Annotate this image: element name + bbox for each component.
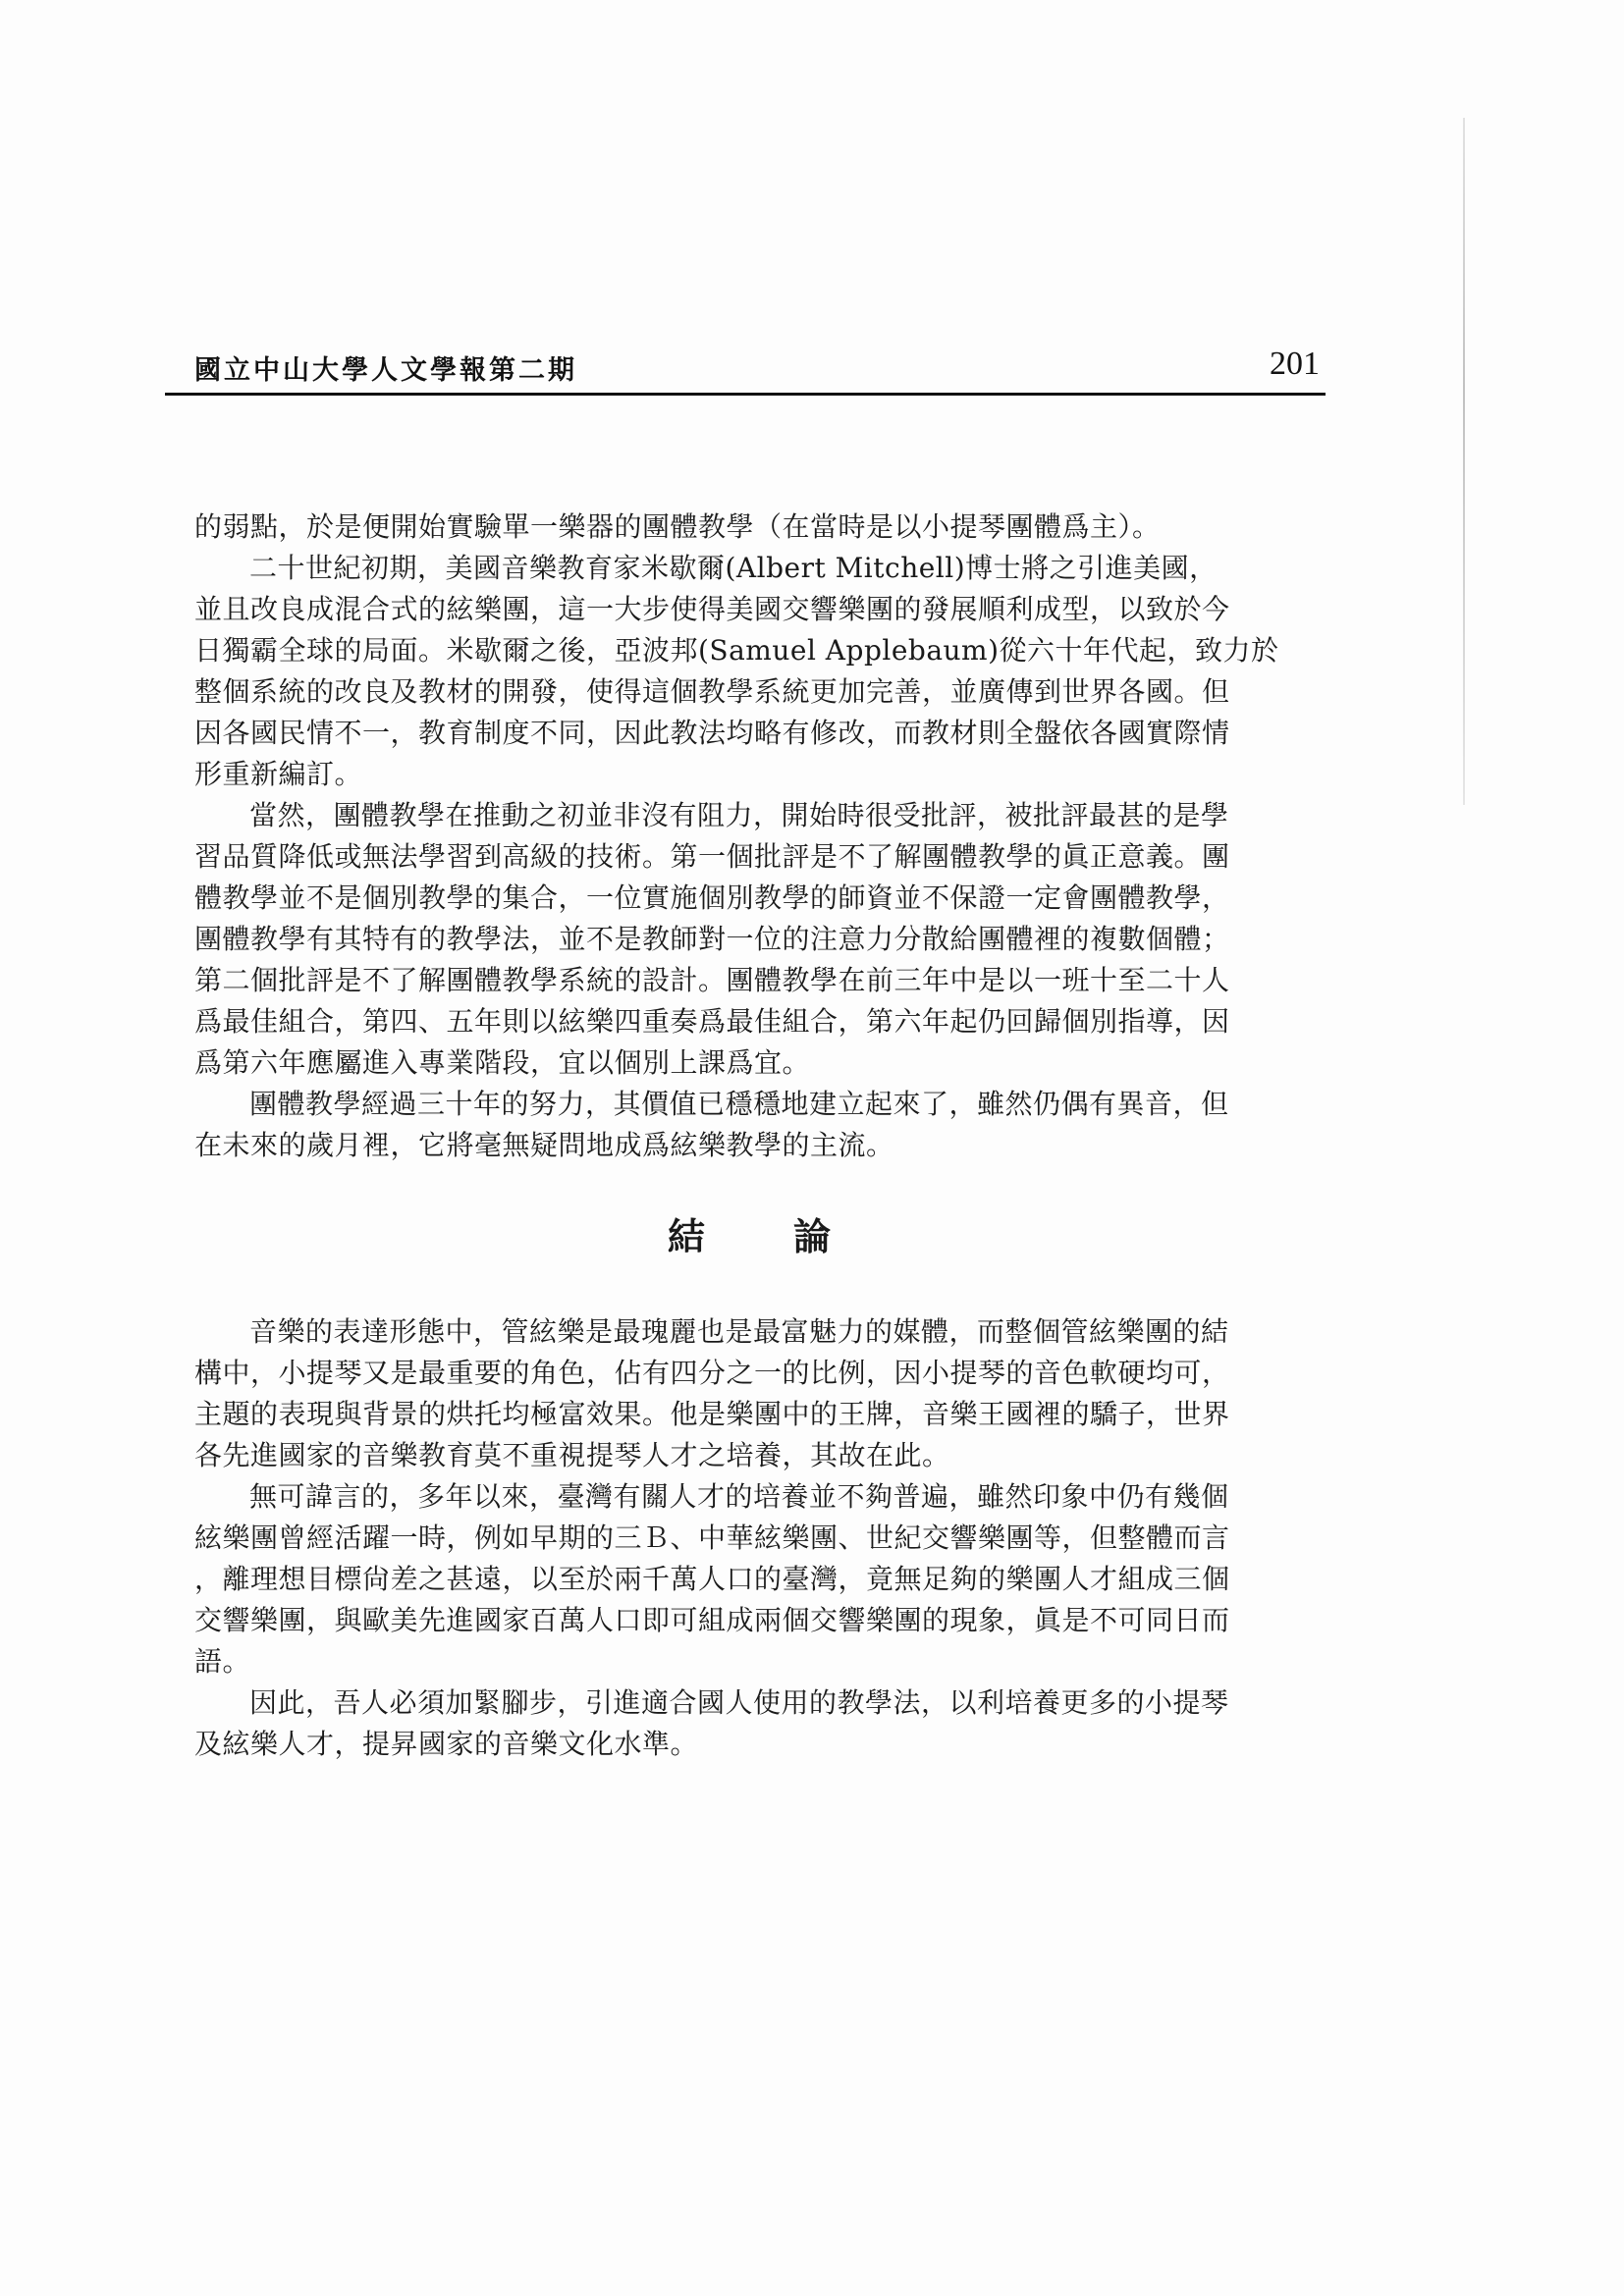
- text-line: 無可諱言的，多年以來，臺灣有關人才的培養並不夠普遍，雖然印象中仍有幾個: [249, 1480, 1229, 1513]
- text-line: 絃樂團曾經活躍一時，例如早期的三Ｂ、中華絃樂團、世紀交響樂團等，但整體而言: [194, 1522, 1230, 1554]
- text-line: 爲最佳組合，第四、五年則以絃樂四重奏爲最佳組合，第六年起仍回歸個別指導，因: [194, 1005, 1230, 1038]
- paragraphs-after-heading: [194, 1311, 1304, 1765]
- text-line: 團體教學有其特有的教學法，並不是教師對一位的注意力分散給團體裡的複數個體；: [194, 923, 1230, 955]
- text-line: 音樂的表達形態中，管絃樂是最瑰麗也是最富魅力的媒體，而整個管絃樂團的結: [249, 1315, 1229, 1348]
- section-heading: 結論: [667, 1215, 919, 1258]
- text-line: 第二個批評是不了解團體教學系統的設計。團體教學在前三年中是以一班十至二十人: [194, 964, 1230, 996]
- paragraph: [194, 1682, 1304, 1765]
- paragraph: [194, 795, 1304, 1084]
- body-text: [194, 507, 1304, 1765]
- text-line: 體教學並不是個別教學的集合，一位實施個別教學的師資並不保證一定會團體教學，: [194, 881, 1230, 914]
- running-header: [165, 322, 1326, 396]
- journal-title: 國立中山大學人文學報第二期: [194, 355, 577, 386]
- text-line: 各先進國家的音樂教育莫不重視提琴人才之培養，其故在此。: [194, 1439, 950, 1471]
- paragraph: [194, 548, 1304, 795]
- text-line: 因各國民情不一，教育制度不同，因此教法均略有修改，而教材則全盤依各國實際情: [194, 717, 1230, 749]
- text-line: 主題的表現與背景的烘托均極富效果。他是樂團中的王牌，音樂王國裡的驕子，世界: [194, 1398, 1230, 1430]
- text-line: 形重新編訂。: [194, 758, 363, 790]
- paragraph: [194, 1311, 1304, 1476]
- text-line: 並且改良成混合式的絃樂團，這一大步使得美國交響樂團的發展順利成型，以致於今: [194, 593, 1230, 625]
- text-line: 當然，團體教學在推動之初並非沒有阻力，開始時很受批評，被批評最甚的是學: [249, 799, 1229, 831]
- text-line: 二十世紀初期，美國音樂教育家米歇爾(Albert Mitchell)博士將之引進美國，: [249, 552, 1218, 584]
- paragraphs-before-heading: [194, 507, 1304, 1166]
- paragraph: [194, 507, 1304, 548]
- text-line: 的弱點，於是便開始實驗單一樂器的團體教學（在當時是以小提琴團體爲主）。: [194, 510, 1161, 543]
- text-line: ，離理想目標尙差之甚遠，以至於兩千萬人口的臺灣，竟無足夠的樂團人才組成三個: [194, 1563, 1230, 1595]
- text-line: 在未來的歲月裡，它將毫無疑問地成爲絃樂教學的主流。: [194, 1129, 894, 1161]
- paragraph: [194, 1084, 1304, 1166]
- paragraph: [194, 1476, 1304, 1682]
- text-line: 及絃樂人才，提昇國家的音樂文化水準。: [194, 1728, 699, 1760]
- text-line: 因此，吾人必須加緊腳步，引進適合國人使用的教學法，以利培養更多的小提琴: [249, 1686, 1229, 1719]
- text-line: 交響樂團，與歐美先進國家百萬人口即可組成兩個交響樂團的現象，眞是不可同日而: [194, 1604, 1230, 1636]
- text-line: 團體教學經過三十年的努力，其價值已穩穩地建立起來了，雖然仍偶有異音，但: [249, 1088, 1229, 1120]
- text-line: 爲第六年應屬進入專業階段，宜以個別上課爲宜。: [194, 1046, 811, 1079]
- text-line: 日獨霸全球的局面。米歇爾之後，亞波邦(Samuel Applebaum)從六十年代起，致力於: [194, 634, 1279, 667]
- page-number: 201: [1270, 346, 1320, 382]
- text-line: 習品質降低或無法學習到高級的技術。第一個批評是不了解團體教學的眞正意義。團: [194, 840, 1230, 873]
- text-line: 構中，小提琴又是最重要的角色，佔有四分之一的比例，因小提琴的音色軟硬均可，: [194, 1357, 1230, 1389]
- scan-edge-line: [1463, 118, 1465, 805]
- text-line: 語。: [194, 1645, 251, 1678]
- text-line: 整個系統的改良及教材的開發，使得這個教學系統更加完善，並廣傳到世界各國。但: [194, 675, 1230, 708]
